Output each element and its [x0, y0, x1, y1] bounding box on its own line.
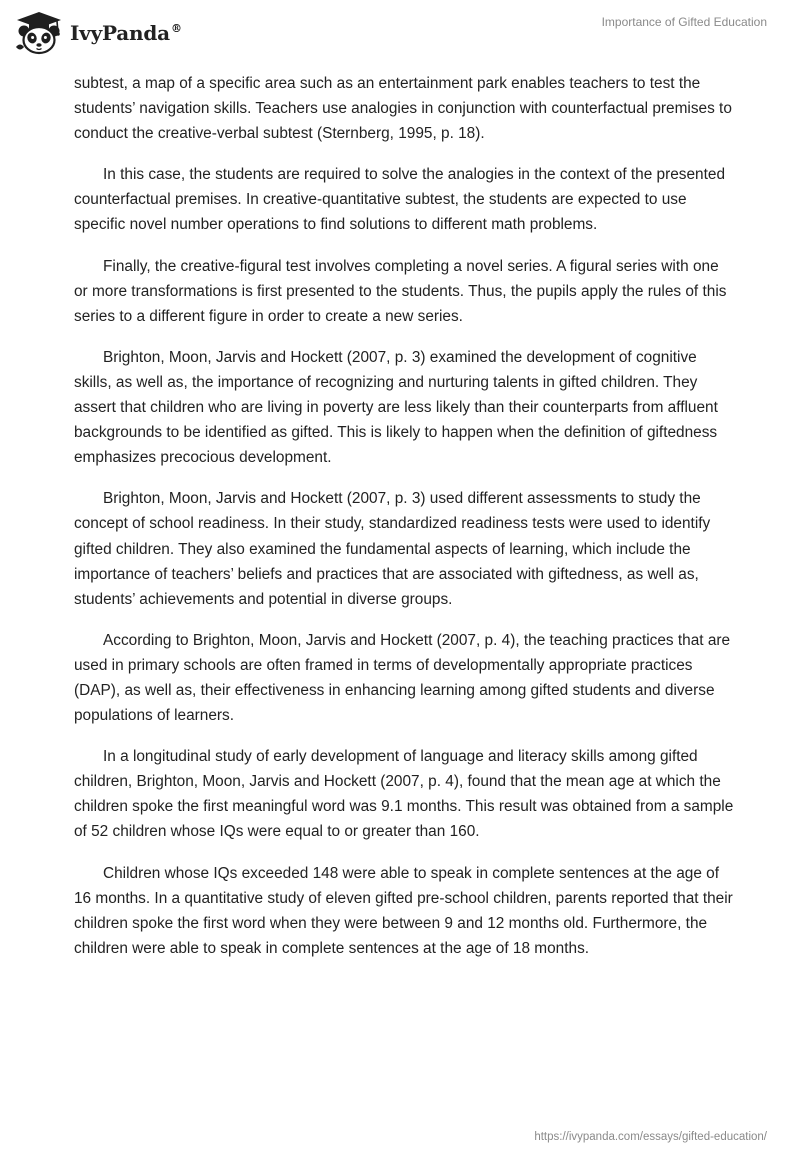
page-header: [0, 0, 800, 64]
panda-graduate-icon: [14, 9, 64, 55]
ivypanda-logo[interactable]: [14, 8, 182, 56]
paragraph: According to Brighton, Moon, Jarvis and Hockett (2007, p. 4), the teaching practices that are used in primary schools are often framed in terms of developmentally appropriate practices (DAP), as well as, their effectiveness in enhancing learning among gifted students and diverse populations of learners.: [74, 631, 731, 725]
logo-wordmark: IvyPanda®: [70, 21, 182, 45]
paragraph: Brighton, Moon, Jarvis and Hockett (2007, p. 3) examined the development of cognitive skills, as well as, the importance of recognizing and nurturing talents in gifted children. They assert that children who are living in poverty are less likely than their counterparts from affluent backgrounds to be identified as gifted. This is likely to happen when the definition of giftedness emphasizes precocious development.: [74, 348, 718, 467]
source-url[interactable]: https://ivypanda.com/essays/gifted-education/: [534, 1131, 767, 1143]
registered-mark: ®: [170, 22, 182, 36]
paragraph: subtest, a map of a specific area such as an entertainment park enables teachers to test the students’ navigation skills. Teachers use analogies in conjunction with counterfactual premises to conduct the creative-verbal subtest (Sternberg, 1995, p. 18).: [74, 75, 732, 143]
paragraph: Finally, the creative-figural test involves completing a novel series. A figural series with one or more transformations is first presented to the students. Thus, the pupils apply the rules of this series to a different figure in order to create a new series.: [74, 257, 727, 325]
essay-body: [74, 71, 734, 977]
paragraph: Children whose IQs exceeded 148 were able to speak in complete sentences at the age of 16 months. In a quantitative study of eleven gifted pre-school children, parents reported that their children spoke the first word when they were between 9 and 12 months old. Furthermore, the children were able to speak in complete sentences at the age of 18 months.: [74, 864, 733, 957]
paragraph: Brighton, Moon, Jarvis and Hockett (2007, p. 3) used different assessments to study the concept of school readiness. In their study, standardized readiness tests were used to identify gifted children. They also examined the fundamental aspects of learning, which include the importance of teachers’ beliefs and practices that are associated with giftedness, as well as, students’ achievements and potential in diverse groups.: [74, 490, 711, 608]
paragraph: In this case, the students are required to solve the analogies in the context of the presented counterfactual premises. In creative-quantitative subtest, the students are expected to use specific novel number operations to find solutions to different math problems.: [74, 166, 726, 234]
document-title: Importance of Gifted Education: [601, 15, 767, 29]
paragraph: In a longitudinal study of early development of language and literacy skills among gifted children, Brighton, Moon, Jarvis and Hockett (2007, p. 4), found that the mean age at which the children spoke the first meaningful word was 9.1 months. This result was obtained from a sample of 52 children whose IQs were equal to or greater than 160.: [74, 748, 734, 841]
